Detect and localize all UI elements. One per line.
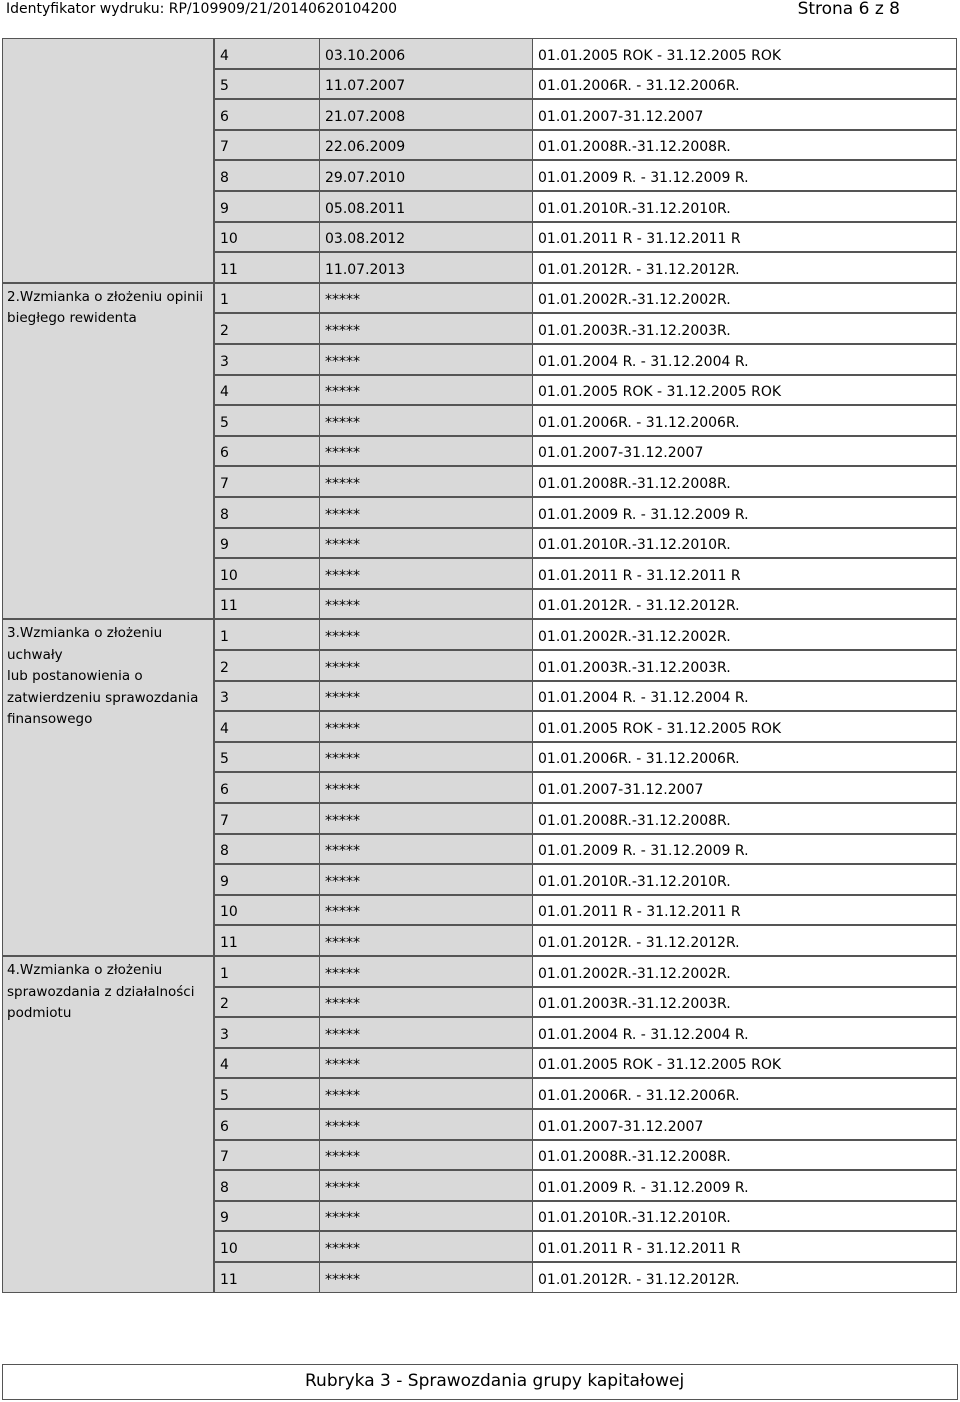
- table-row: [214, 834, 958, 865]
- row-value: *****: [320, 987, 533, 1018]
- row-period: 01.01.2009 R. - 31.12.2009 R.: [533, 160, 957, 191]
- row-number: 2: [214, 650, 320, 681]
- section-label: 3.Wzmianka o złożeniu uchwały lub postanowienia o zatwierdzeniu sprawozdania finansowego: [2, 619, 214, 956]
- row-period: 01.01.2009 R. - 31.12.2009 R.: [533, 834, 957, 865]
- table-row: [214, 375, 958, 406]
- table-row: [214, 130, 958, 161]
- row-number: 4: [214, 1048, 320, 1079]
- row-number: 2: [214, 313, 320, 344]
- row-number: 5: [214, 405, 320, 436]
- row-number: 11: [214, 252, 320, 283]
- row-period: 01.01.2003R.-31.12.2003R.: [533, 987, 957, 1018]
- row-number: 11: [214, 1262, 320, 1293]
- row-value: *****: [320, 466, 533, 497]
- table-row: [214, 191, 958, 222]
- row-period: 01.01.2008R.-31.12.2008R.: [533, 466, 957, 497]
- row-number: 3: [214, 681, 320, 712]
- row-number: 7: [214, 1140, 320, 1171]
- table-row: [214, 436, 958, 467]
- row-value: *****: [320, 558, 533, 589]
- row-value: 29.07.2010: [320, 160, 533, 191]
- footer-title: Rubryka 3 - Sprawozdania grupy kapitałowej: [305, 1371, 685, 1391]
- row-number: 4: [214, 375, 320, 406]
- row-value: *****: [320, 925, 533, 956]
- table-row: [214, 742, 958, 773]
- table-row: [214, 528, 958, 559]
- print-header: [0, 0, 960, 22]
- row-value: 11.07.2007: [320, 69, 533, 100]
- row-period: 01.01.2006R. - 31.12.2006R.: [533, 69, 957, 100]
- row-value: 22.06.2009: [320, 130, 533, 161]
- row-value: *****: [320, 650, 533, 681]
- row-number: 8: [214, 160, 320, 191]
- row-period: 01.01.2007-31.12.2007: [533, 436, 957, 467]
- table-row: [214, 956, 958, 987]
- row-value: *****: [320, 436, 533, 467]
- row-period: 01.01.2012R. - 31.12.2012R.: [533, 252, 957, 283]
- table-row: [214, 650, 958, 681]
- row-number: 4: [214, 38, 320, 69]
- table-row: [214, 558, 958, 589]
- table-row: [214, 1048, 958, 1079]
- row-value: *****: [320, 375, 533, 406]
- row-value: *****: [320, 772, 533, 803]
- row-value: *****: [320, 956, 533, 987]
- table-row: [214, 1170, 958, 1201]
- row-value: *****: [320, 1170, 533, 1201]
- row-value: *****: [320, 742, 533, 773]
- row-value: *****: [320, 864, 533, 895]
- row-number: 7: [214, 803, 320, 834]
- row-number: 9: [214, 528, 320, 559]
- table-row: [214, 1201, 958, 1232]
- row-period: 01.01.2012R. - 31.12.2012R.: [533, 589, 957, 620]
- row-value: 03.10.2006: [320, 38, 533, 69]
- table-row: [214, 925, 958, 956]
- table-row: [214, 987, 958, 1018]
- page-number: Strona 6 z 8: [797, 0, 900, 19]
- row-period: 01.01.2006R. - 31.12.2006R.: [533, 1078, 957, 1109]
- row-value: *****: [320, 1231, 533, 1262]
- row-period: 01.01.2009 R. - 31.12.2009 R.: [533, 1170, 957, 1201]
- row-number: 11: [214, 589, 320, 620]
- row-period: 01.01.2002R.-31.12.2002R.: [533, 956, 957, 987]
- row-number: 7: [214, 466, 320, 497]
- row-number: 5: [214, 69, 320, 100]
- row-number: 9: [214, 1201, 320, 1232]
- row-period: 01.01.2004 R. - 31.12.2004 R.: [533, 1017, 957, 1048]
- table-row: [214, 711, 958, 742]
- table-row: [214, 619, 958, 650]
- table-row: [214, 99, 958, 130]
- table-row: [214, 803, 958, 834]
- row-period: 01.01.2010R.-31.12.2010R.: [533, 191, 957, 222]
- row-period: 01.01.2003R.-31.12.2003R.: [533, 650, 957, 681]
- row-value: *****: [320, 834, 533, 865]
- row-period: 01.01.2007-31.12.2007: [533, 1109, 957, 1140]
- row-period: 01.01.2011 R - 31.12.2011 R: [533, 895, 957, 926]
- row-value: *****: [320, 1017, 533, 1048]
- row-value: *****: [320, 681, 533, 712]
- row-number: 6: [214, 772, 320, 803]
- table-row: [214, 864, 958, 895]
- row-number: 3: [214, 344, 320, 375]
- row-period: 01.01.2010R.-31.12.2010R.: [533, 864, 957, 895]
- table-row: [214, 772, 958, 803]
- table-row: [214, 1109, 958, 1140]
- row-value: *****: [320, 803, 533, 834]
- row-period: 01.01.2002R.-31.12.2002R.: [533, 619, 957, 650]
- row-period: 01.01.2009 R. - 31.12.2009 R.: [533, 497, 957, 528]
- row-value: *****: [320, 313, 533, 344]
- row-period: 01.01.2004 R. - 31.12.2004 R.: [533, 681, 957, 712]
- section-label: 4.Wzmianka o złożeniu sprawozdania z działalności podmiotu: [2, 956, 214, 1293]
- row-value: *****: [320, 497, 533, 528]
- row-number: 9: [214, 864, 320, 895]
- table-row: [214, 38, 958, 69]
- table-row: [214, 252, 958, 283]
- table-row: [214, 1078, 958, 1109]
- row-number: 1: [214, 956, 320, 987]
- section-label: 2.Wzmianka o złożeniu opinii biegłego rewidenta: [2, 283, 214, 620]
- row-period: 01.01.2012R. - 31.12.2012R.: [533, 1262, 957, 1293]
- table-row: [214, 283, 958, 314]
- row-value: 05.08.2011: [320, 191, 533, 222]
- row-number: 10: [214, 558, 320, 589]
- row-number: 2: [214, 987, 320, 1018]
- table-row: [214, 466, 958, 497]
- row-value: *****: [320, 711, 533, 742]
- row-period: 01.01.2008R.-31.12.2008R.: [533, 803, 957, 834]
- print-identifier: Identyfikator wydruku: RP/109909/21/20140620104200: [6, 1, 398, 17]
- table-section: [2, 283, 958, 620]
- register-table: [2, 38, 958, 1296]
- row-number: 3: [214, 1017, 320, 1048]
- row-value: *****: [320, 589, 533, 620]
- row-period: 01.01.2008R.-31.12.2008R.: [533, 130, 957, 161]
- row-number: 10: [214, 895, 320, 926]
- row-number: 5: [214, 1078, 320, 1109]
- table-row: [214, 405, 958, 436]
- row-value: *****: [320, 344, 533, 375]
- table-row: [214, 1140, 958, 1171]
- table-row: [214, 313, 958, 344]
- table-section: [2, 38, 958, 283]
- row-number: 6: [214, 99, 320, 130]
- row-number: 10: [214, 222, 320, 253]
- row-period: 01.01.2006R. - 31.12.2006R.: [533, 405, 957, 436]
- row-period: 01.01.2004 R. - 31.12.2004 R.: [533, 344, 957, 375]
- row-value: *****: [320, 1078, 533, 1109]
- row-number: 8: [214, 834, 320, 865]
- row-period: 01.01.2008R.-31.12.2008R.: [533, 1140, 957, 1171]
- row-number: 6: [214, 1109, 320, 1140]
- table-row: [214, 160, 958, 191]
- row-period: 01.01.2012R. - 31.12.2012R.: [533, 925, 957, 956]
- row-value: *****: [320, 528, 533, 559]
- row-value: *****: [320, 1048, 533, 1079]
- row-value: *****: [320, 405, 533, 436]
- row-number: 1: [214, 283, 320, 314]
- row-value: *****: [320, 1109, 533, 1140]
- table-row: [214, 681, 958, 712]
- table-section: [2, 619, 958, 956]
- table-row: [214, 1262, 958, 1293]
- row-number: 5: [214, 742, 320, 773]
- table-row: [214, 589, 958, 620]
- row-period: 01.01.2011 R - 31.12.2011 R: [533, 558, 957, 589]
- row-period: 01.01.2006R. - 31.12.2006R.: [533, 742, 957, 773]
- row-number: 9: [214, 191, 320, 222]
- row-number: 7: [214, 130, 320, 161]
- row-period: 01.01.2010R.-31.12.2010R.: [533, 1201, 957, 1232]
- row-value: 21.07.2008: [320, 99, 533, 130]
- table-row: [214, 344, 958, 375]
- row-number: 11: [214, 925, 320, 956]
- section-label: [2, 38, 214, 283]
- row-value: *****: [320, 619, 533, 650]
- section-footer: [2, 1364, 958, 1400]
- row-number: 1: [214, 619, 320, 650]
- row-value: *****: [320, 895, 533, 926]
- table-row: [214, 1017, 958, 1048]
- row-period: 01.01.2011 R - 31.12.2011 R: [533, 222, 957, 253]
- table-row: [214, 222, 958, 253]
- row-period: 01.01.2010R.-31.12.2010R.: [533, 528, 957, 559]
- row-number: 8: [214, 1170, 320, 1201]
- row-period: 01.01.2007-31.12.2007: [533, 772, 957, 803]
- row-number: 10: [214, 1231, 320, 1262]
- table-row: [214, 497, 958, 528]
- row-period: 01.01.2005 ROK - 31.12.2005 ROK: [533, 38, 957, 69]
- row-value: 11.07.2013: [320, 252, 533, 283]
- row-value: *****: [320, 1140, 533, 1171]
- row-value: 03.08.2012: [320, 222, 533, 253]
- table-section: [2, 956, 958, 1293]
- row-period: 01.01.2005 ROK - 31.12.2005 ROK: [533, 711, 957, 742]
- table-row: [214, 895, 958, 926]
- row-value: *****: [320, 1262, 533, 1293]
- row-value: *****: [320, 283, 533, 314]
- row-period: 01.01.2007-31.12.2007: [533, 99, 957, 130]
- row-period: 01.01.2005 ROK - 31.12.2005 ROK: [533, 375, 957, 406]
- row-value: *****: [320, 1201, 533, 1232]
- row-number: 4: [214, 711, 320, 742]
- row-number: 8: [214, 497, 320, 528]
- row-period: 01.01.2011 R - 31.12.2011 R: [533, 1231, 957, 1262]
- row-number: 6: [214, 436, 320, 467]
- table-row: [214, 69, 958, 100]
- table-row: [214, 1231, 958, 1262]
- row-period: 01.01.2003R.-31.12.2003R.: [533, 313, 957, 344]
- row-period: 01.01.2005 ROK - 31.12.2005 ROK: [533, 1048, 957, 1079]
- row-period: 01.01.2002R.-31.12.2002R.: [533, 283, 957, 314]
